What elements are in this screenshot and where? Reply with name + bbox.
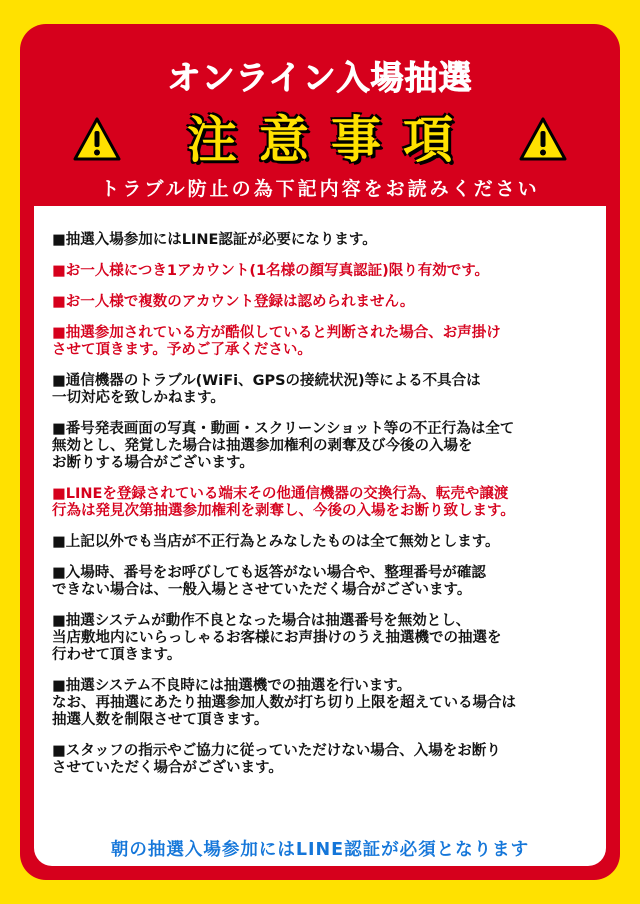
notice-panel: [34, 206, 606, 866]
notice-item: ■上記以外でも当店が不正行為とみなしたものは全て無効とします。: [52, 534, 500, 550]
notice-item: ■LINEを登録されている端末その他通信機器の交換行為、転売や譲渡 行為は発見次第抽選参加権利を剥奪し、今後の入場をお断り致します。: [52, 486, 515, 519]
notice-item: ■お一人様で複数のアカウント登録は認められません。: [52, 294, 415, 310]
notice-item: ■入場時、番号をお呼びしても返答がない場合や、整理番号が確認 できない場合は、一般入場とさせていただく場合がございます。: [52, 565, 486, 598]
banner-row: [20, 110, 620, 170]
notice-item: ■抽選参加されている方が酷似していると判断された場合、お声掛け させて頂きます。予めご了承ください。: [52, 325, 501, 358]
notice-item: ■番号発表画面の写真・動画・スクリーンショット等の不正行為は全て 無効とし、発覚した場合は抽選参加権利の剥奪及び今後の入場を お断りする場合がございます。: [52, 421, 515, 471]
header-title: オンライン入場抽選: [167, 58, 473, 97]
warning-icon: [518, 116, 568, 162]
notice-item: ■お一人様につき1アカウント(1名様の顔写真認証)限り有効です。: [52, 263, 490, 279]
notice-card: [20, 24, 620, 880]
notice-item: ■通信機器のトラブル(WiFi、GPSの接続状況)等による不具合は 一切対応を致しかねます。: [52, 373, 481, 406]
notice-item: ■抽選システムが動作不良となった場合は抽選番号を無効とし、 当店敷地内にいらっしゃるお客様にお声掛けのうえ抽選機での抽選を 行わせて頂きます。: [52, 613, 502, 663]
notice-item: ■抽選システム不良時には抽選機での抽選を行います。 なお、再抽選にあたり抽選参加人数が打ち切り上限を超えている場合は 抽選人数を制限させて頂きます。: [52, 678, 516, 728]
notice-item: ■抽選入場参加にはLINE認証が必要になります。: [52, 232, 377, 248]
subtitle: トラブル防止の為下記内容をお読みください: [100, 178, 540, 200]
notice-item: ■スタッフの指示やご協力に従っていただけない場合、入場をお断り させていただく場合がございます。: [52, 743, 501, 776]
footer-notice: 朝の抽選入場参加にはLINE認証が必須となります: [110, 840, 530, 860]
notice-list: [52, 232, 596, 791]
banner-title: 注意事項: [187, 111, 475, 169]
